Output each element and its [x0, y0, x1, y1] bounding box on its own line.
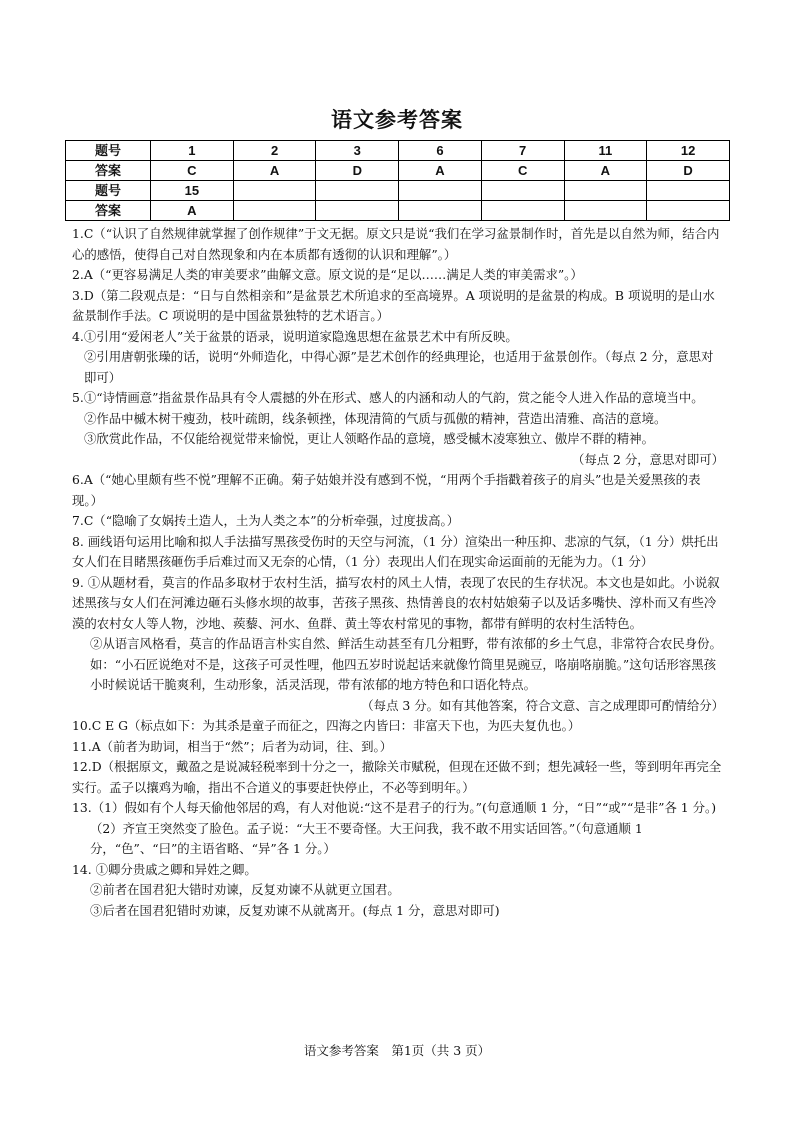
table-cell: 1	[151, 141, 234, 161]
table-cell: D	[316, 161, 399, 181]
answer-paragraph: （2）齐宣王突然变了脸色。孟子说：“大王不要奇怪。大王问我，我不敢不用实话回答。”（句意通顺 1 分，“色”、“曰”的主语省略、“异”各 1 分。）	[90, 820, 643, 856]
table-cell: C	[481, 161, 564, 181]
row-label: 答案	[66, 161, 151, 181]
table-cell: 12	[647, 141, 730, 161]
answer-paragraph: ②引用唐朝张璪的话，说明“外师造化，中得心源”是艺术创作的经典理论，也适用于盆景创作。（每点 2 分，意思对即可）	[84, 349, 714, 385]
answer-paragraph: 6.A（“她心里颇有些不悦”理解不正确。菊子姑娘并没有感到不悦，“用两个手指戳着孩子的肩头”也是关爱黑孩的表现。）	[72, 472, 701, 508]
table-cell	[233, 201, 316, 221]
answer-paragraph: 13.（1）假如有个人每天偷他邻居的鸡，有人对他说:“这不是君子的行为。”(句意通顺 1 分，“日”“或”“是非”各 1 分。)	[72, 800, 717, 815]
table-cell	[647, 201, 730, 221]
table-row	[66, 201, 730, 221]
answer-paragraph: 3.D（第二段观点是：“日与自然相亲和”是盆景艺术所追求的至高境界。A 项说明的是盆景的构成。B 项说明的是山水盆景制作手法。C 项说明的是中国盆景独特的艺术语言。）	[72, 287, 715, 323]
table-cell: 11	[564, 141, 647, 161]
page-footer: 语文参考答案 第1页（共 3 页）	[303, 1043, 491, 1058]
answer-paragraph: 4.①引用“爱闲老人”关于盆景的语录，说明道家隐逸思想在盆景艺术中有所反映。	[72, 328, 518, 344]
answer-paragraph: 9. ①从题材看，莫言的作品多取材于农村生活，描写农村的风土人情，表现了农民的生存状况。本文也是如此。小说叙述黑孩与女人们在河滩边砸石头修水坝的故事，苦孩子黑孩、热情善良的农村姑娘菊子以及话多嘴快、淳朴而又有些冷漠的农村女人等人物，沙地、蒺藜、河水、鱼群、黄土等农村常见的事物，都带有鲜明的农村生活特色。	[72, 574, 720, 631]
row-label: 题号	[66, 181, 151, 201]
table-row	[66, 161, 730, 181]
answer-paragraph: ②前者在国君犯大错时劝谏，反复劝谏不从就更立国君。	[90, 882, 400, 897]
table-cell	[233, 181, 316, 201]
table-cell	[481, 201, 564, 221]
table-cell	[564, 201, 647, 221]
answer-paragraph: 11.A（前者为助词，相当于“然”；后者为动词，往、到。）	[72, 738, 393, 754]
table-cell	[647, 181, 730, 201]
scoring-note: （每点 3 分。如有其他答案，符合文意、言之成理即可酌情给分）	[361, 697, 724, 713]
table-cell	[399, 201, 482, 221]
answer-paragraph: ③欣赏此作品，不仅能给视觉带来愉悦，更让人领略作品的意境，感受槭木凌寒独立、傲岸不群的精神。	[84, 431, 654, 446]
answer-paragraph: 7.C（“隐喻了女娲抟土造人，土为人类之本”的分析牵强，过度拔高。）	[72, 513, 460, 528]
answer-paragraph: 10.C E G（标点如下：为其杀是童子而征之，四海之内皆曰：非富天下也，为匹夫复仇也。）	[72, 718, 581, 733]
answer-explanations	[72, 224, 724, 921]
table-cell: A	[564, 161, 647, 181]
table-cell: 6	[399, 141, 482, 161]
answer-paragraph: ②作品中槭木树干瘦劲，枝叶疏朗，线条顿挫，体现清简的气质与孤傲的精神，营造出清雅、高洁的意境。	[84, 410, 667, 426]
table-cell: D	[647, 161, 730, 181]
table-cell: 7	[481, 141, 564, 161]
table-cell	[399, 181, 482, 201]
table-cell	[481, 181, 564, 201]
answer-table	[65, 140, 730, 221]
answer-paragraph: 1.C（“认识了自然规律就掌握了创作规律”于文无据。原文只是说“我们在学习盆景制作时，首先是以自然为师，结合内心的感悟，使得自己对自然现象和内在本质都有透彻的认识和理解”。）	[72, 226, 720, 262]
scoring-note: （每点 2 分，意思对即可）	[571, 451, 724, 467]
table-cell: A	[399, 161, 482, 181]
answer-paragraph: 8. 画线语句运用比喻和拟人手法描写黑孩受伤时的天空与河流，（1 分）渲染出一种压抑、悲凉的气氛，（1 分）烘托出女人们在目睹黑孩砸伤手后难过而又无奈的心情，（1 分）表现出人们在现实命运面前的无能为力。（1 分）	[72, 533, 719, 569]
answer-paragraph: 14. ①卿分贵戚之卿和异姓之卿。	[72, 861, 257, 877]
table-cell: A	[233, 161, 316, 181]
row-label: 题号	[66, 141, 151, 161]
table-cell	[316, 201, 399, 221]
table-cell: A	[151, 201, 234, 221]
row-label: 答案	[66, 201, 151, 221]
table-cell	[316, 181, 399, 201]
answer-paragraph: 12.D（根据原文，戴盈之是说减轻税率到十分之一，撤除关市赋税，但现在还做不到；想先减轻一些，等到明年再完全实行。孟子以攘鸡为喻，指出不合道义的事要赶快停止，不必等到明年。）	[72, 759, 722, 795]
table-cell: C	[151, 161, 234, 181]
table-cell: 3	[316, 141, 399, 161]
page-title: 语文参考答案	[331, 108, 463, 132]
table-row	[66, 141, 730, 161]
table-cell	[564, 181, 647, 201]
answer-paragraph: 5.①“诗情画意”指盆景作品具有令人震撼的外在形式、感人的内涵和动人的气韵，赏之能令人进入作品的意境当中。	[72, 390, 704, 405]
answer-paragraph: 2.A（“更容易满足人类的审美要求”曲解文意。原文说的是“足以……满足人类的审美需求”。）	[72, 267, 583, 282]
table-cell: 2	[233, 141, 316, 161]
answer-paragraph: ②从语言风格看，莫言的作品语言朴实自然、鲜活生动甚至有几分粗野，带有浓郁的乡土气息，非常符合农民身份。如：“小石匠说绝对不是，这孩子可灵性哩，他四五岁时说起话来就像竹筒里晃豌豆，咯崩咯崩脆。”这句话形容黑孩小时候说话干脆爽利，生动形象，活灵活现，带有浓郁的地方特色和口语化特点。	[90, 636, 722, 692]
table-cell: 15	[151, 181, 234, 201]
answer-paragraph: ③后者在国君犯错时劝谏，反复劝谏不从就离开。(每点 1 分，意思对即可)	[90, 902, 500, 918]
table-row	[66, 181, 730, 201]
